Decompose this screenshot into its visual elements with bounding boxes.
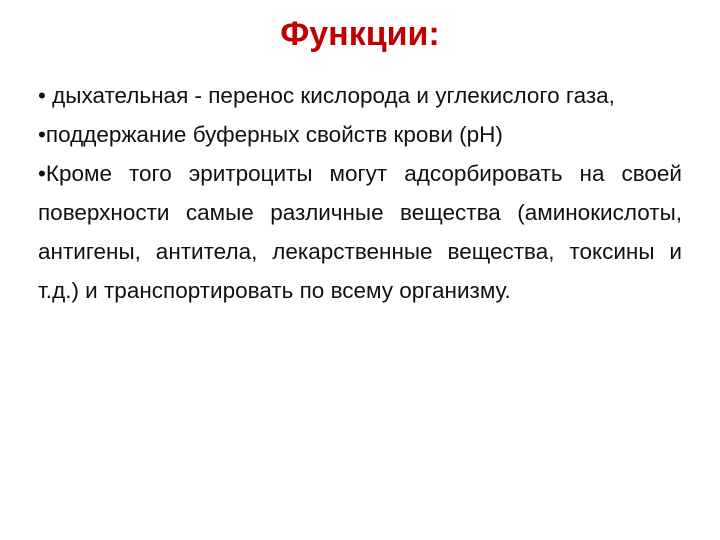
bullet-icon: • xyxy=(38,161,46,186)
bullet-icon: • xyxy=(38,83,46,108)
list-item xyxy=(38,76,682,115)
list-item-text: Кроме того эритроциты могут адсорбировать на своей поверхности самые различные вещества (аминокислоты, антигены, антитела, лекарственные вещества, токсины и т.д.) и транспортировать по всему организму. xyxy=(38,161,682,303)
list-item xyxy=(38,154,682,310)
bullet-icon: • xyxy=(38,122,46,147)
list-item xyxy=(38,115,682,154)
list-item-text: поддержание буферных свойств крови (рН) xyxy=(45,122,503,147)
slide-title: Функции: xyxy=(280,15,440,53)
slide-body xyxy=(38,76,682,310)
list-item-text: дыхательная - перенос кислорода и углекислого газа, xyxy=(45,83,615,108)
